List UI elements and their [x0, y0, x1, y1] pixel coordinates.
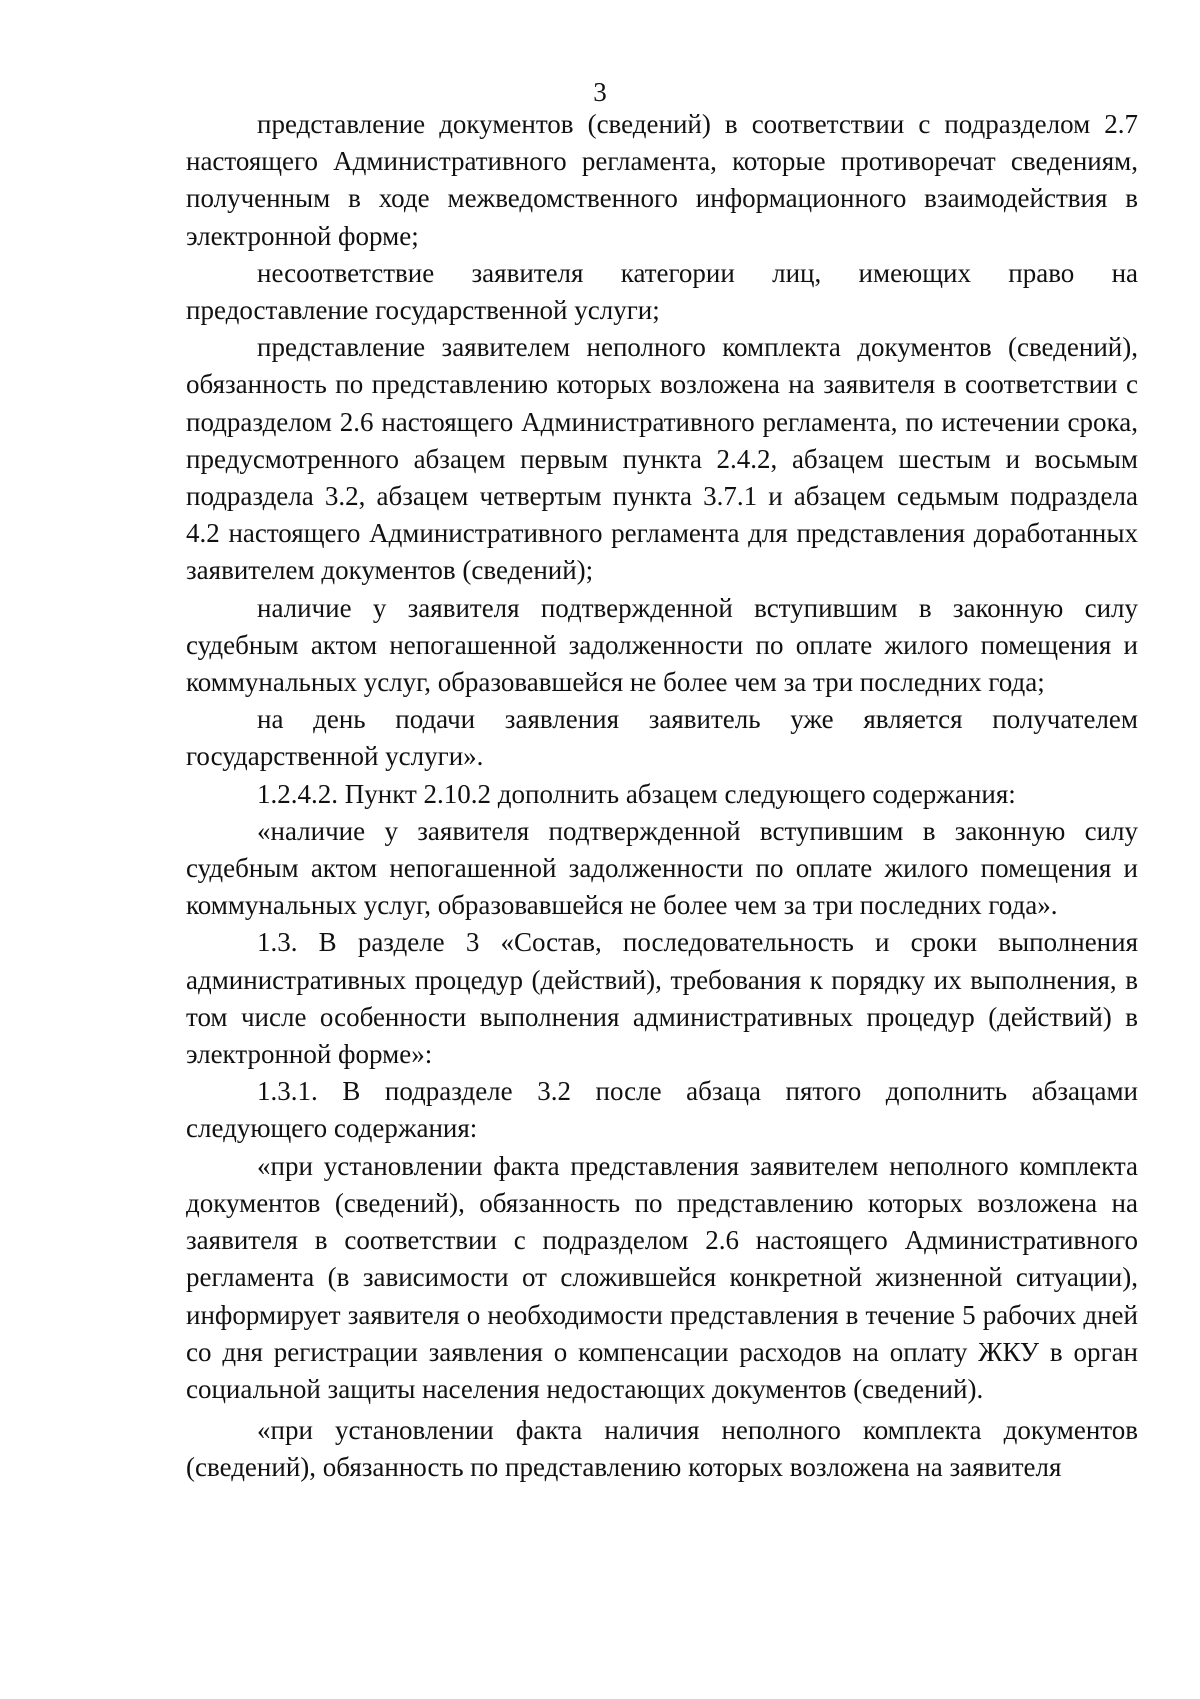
- paragraph-7: «наличие у заявителя подтвержденной вступившим в законную силу судебным актом непогашенной задолженности по оплате жилого помещения и коммунальных услуг, образовавшейся не более чем за три последних года».: [186, 815, 1138, 921]
- paragraph-5: на день подачи заявления заявитель уже является получателем государственной услуги».: [186, 704, 1138, 772]
- document-body: [186, 106, 1138, 1487]
- paragraph-4: наличие у заявителя подтвержденной вступившим в законную силу судебным актом непогашенной задолженности по оплате жилого помещения и коммунальных услуг, образовавшейся не более чем за три последних года;: [186, 592, 1138, 698]
- paragraph-3: представление заявителем неполного комплекта документов (сведений), обязанность по представлению которых возложена на заявителя в соответствии с подразделом 2.6 настоящего Административного регламента, по истечении срока, предусмотренного абзацем первым пункта 2.4.2, абзацем шестым и восьмым подраздела 3.2, абзацем четвертым пункта 3.7.1 и абзацем седьмым подраздела 4.2 настоящего Административного регламента для представления доработанных заявителем документов (сведений);: [186, 332, 1138, 586]
- paragraph-1: представление документов (сведений) в соответствии с подразделом 2.7 настоящего Административного регламента, которые противоречат сведениям, полученным в ходе межведомственного информационного взаимодействия в электронной форме;: [186, 109, 1138, 251]
- page-number: 3: [593, 77, 607, 107]
- paragraph-10: «при установлении факта представления заявителем неполного комплекта документов (сведений), обязанность по представлению которых возложена на заявителя в соответствии с подразделом 2.6 настоящего Административного регламента (в зависимости от сложившейся конкретной жизненной ситуации), информирует заявителя о необходимости представления в течение 5 рабочих дней со дня регистрации заявления о компенсации расходов на оплату ЖКУ в орган социальной защиты населения недостающих документов (сведений).: [186, 1150, 1138, 1404]
- paragraph-9: 1.3.1. В подразделе 3.2 после абзаца пятого дополнить абзацами следующего содержания:: [186, 1076, 1138, 1144]
- paragraph-8: 1.3. В разделе 3 «Состав, последовательность и сроки выполнения административных процедур (действий), требования к порядку их выполнения, в том числе особенности выполнения административных процедур (действий) в электронной форме»:: [186, 927, 1138, 1070]
- paragraph-11: «при установлении факта наличия неполного комплекта документов (сведений), обязанность по представлению которых возложена на заявителя: [186, 1415, 1138, 1483]
- paragraph-6: 1.2.4.2. Пункт 2.10.2 дополнить абзацем следующего содержания:: [257, 778, 1016, 809]
- paragraph-2: несоответствие заявителя категории лиц, имеющих право на предоставление государственной услуги;: [186, 257, 1138, 326]
